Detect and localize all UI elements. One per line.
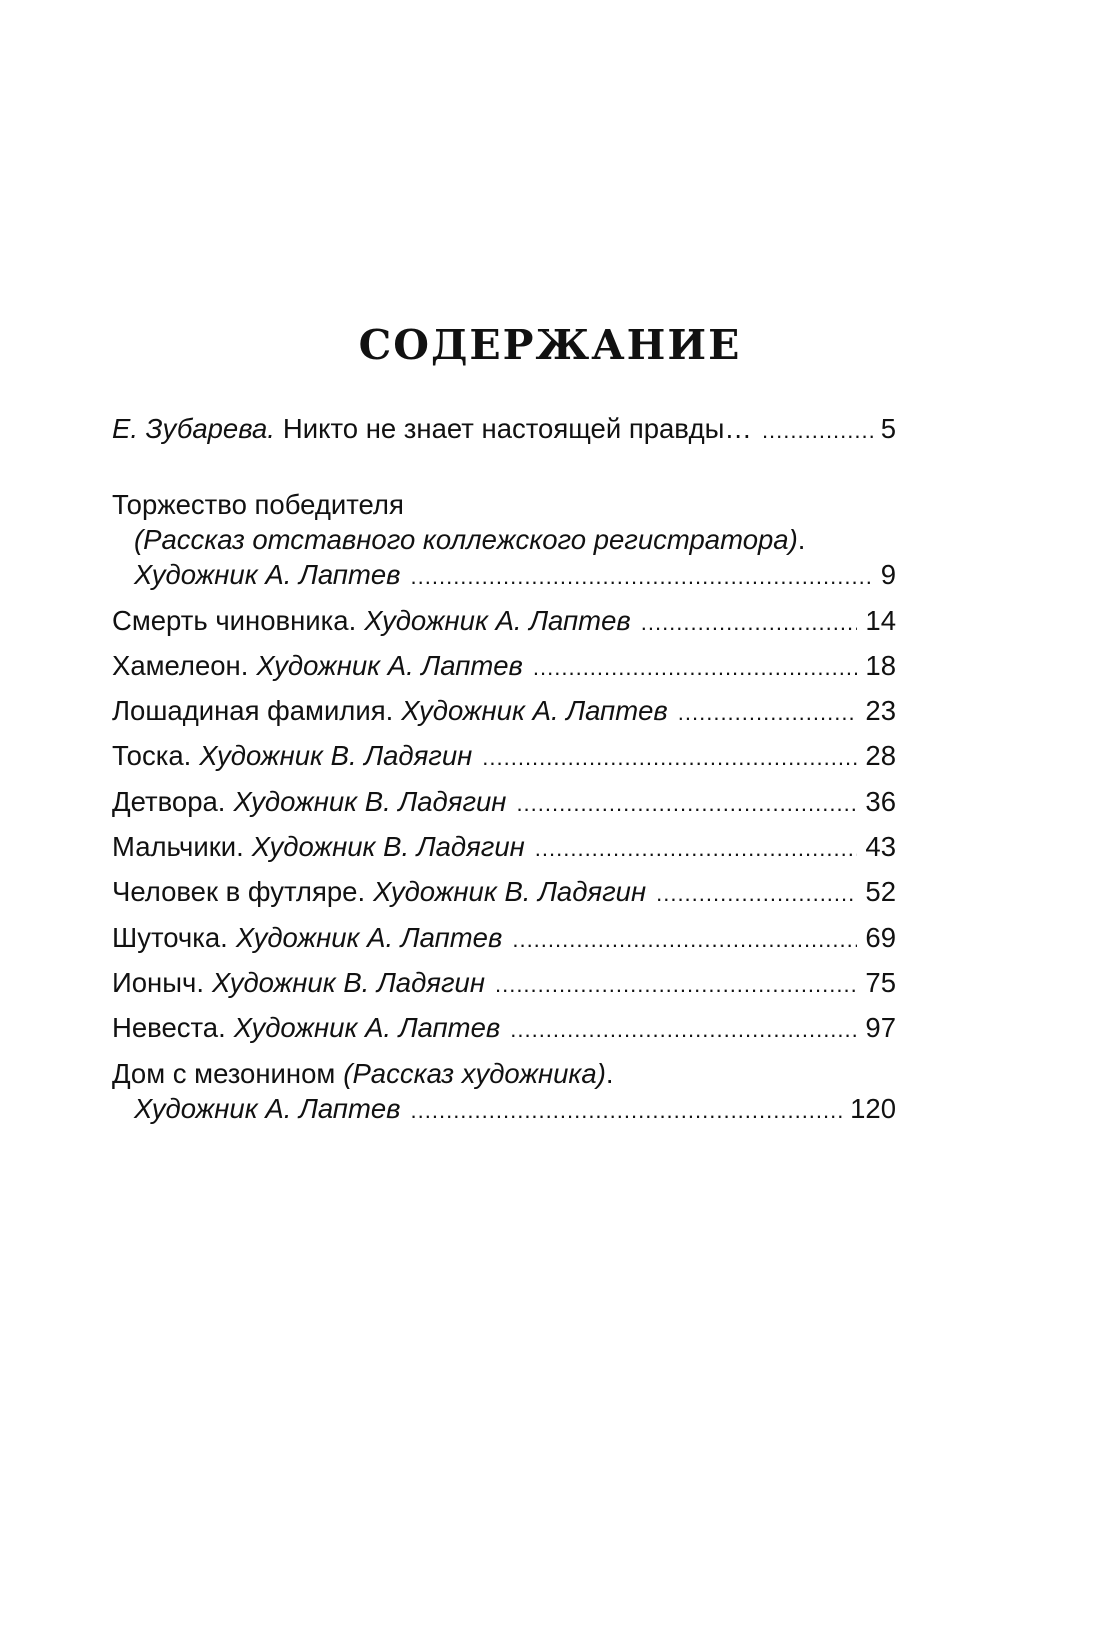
entry-title: Детвора. (112, 786, 226, 817)
entry-title: Смерть чиновника. (112, 605, 357, 636)
entry-author: Е. Зубарева. (112, 413, 275, 444)
toc-entry-title-line[interactable] (112, 1057, 896, 1091)
entry-subtitle-end: . (605, 1058, 614, 1089)
toc-entry[interactable] (112, 785, 896, 819)
entry-page-number: 75 (865, 967, 896, 998)
entry-artist: Художник А. Лаптев (134, 1093, 401, 1124)
toc-entry-preface[interactable] (112, 412, 896, 446)
entry-subtitle: (Рассказ художника) (343, 1058, 606, 1089)
dot-leader (512, 923, 857, 957)
entry-page-number: 23 (865, 695, 896, 726)
entry-artist: Художник В. Ладягин (199, 740, 473, 771)
entry-artist: Художник В. Ладягин (211, 967, 485, 998)
entry-title: Никто не знает настоящей правды… (282, 413, 752, 444)
entry-artist: Художник А. Лаптев (233, 1012, 501, 1043)
entry-artist: Художник А. Лаптев (256, 650, 523, 681)
entry-artist: Художник А. Лаптев (134, 559, 401, 590)
toc-entry[interactable] (112, 1011, 896, 1045)
entry-page-number: 43 (865, 831, 896, 862)
dot-leader (656, 877, 857, 911)
dot-leader (482, 741, 857, 775)
toc-entry[interactable] (112, 875, 896, 909)
toc-entry[interactable] (112, 694, 896, 728)
entry-title: Невеста. (112, 1012, 226, 1043)
entry-title: Ионыч. (112, 967, 204, 998)
entry-artist: Художник А. Лаптев (364, 605, 631, 636)
dot-leader (535, 832, 858, 866)
entry-page-number: 9 (880, 559, 896, 590)
entry-artist: Художник В. Ладягин (251, 831, 525, 862)
toc-entry[interactable] (112, 921, 896, 955)
entry-page-number: 36 (865, 786, 896, 817)
entry-title: Шуточка. (112, 922, 228, 953)
entry-subtitle: (Рассказ отставного коллежского регистратора) (134, 524, 798, 555)
toc-entry-artist-line[interactable] (134, 1092, 896, 1126)
entry-page-number: 5 (880, 413, 896, 444)
entry-title: Хамелеон. (112, 650, 249, 681)
entry-artist: Художник А. Лаптев (401, 695, 668, 726)
entry-page-number: 97 (865, 1012, 896, 1043)
dot-leader (411, 560, 873, 594)
dot-leader (495, 968, 857, 1002)
toc-entry-artist-line[interactable] (134, 558, 896, 592)
entry-title: Дом с мезонином (112, 1058, 336, 1089)
toc-entry[interactable] (112, 649, 896, 683)
toc-entry-subtitle-line (134, 523, 896, 557)
entry-title: Человек в футляре. (112, 876, 366, 907)
toc-entry[interactable] (112, 739, 896, 773)
entry-page-number: 52 (865, 876, 896, 907)
entry-title: Мальчики. (112, 831, 244, 862)
entry-artist: Художник А. Лаптев (235, 922, 503, 953)
toc-entry-title-line[interactable] (112, 488, 896, 522)
dot-leader (678, 696, 858, 730)
dot-leader (641, 606, 858, 640)
dot-leader (516, 787, 857, 821)
dot-leader (411, 1094, 843, 1128)
entry-page-number: 120 (850, 1093, 896, 1124)
page-title: СОДЕРЖАНИЕ (358, 321, 742, 369)
entry-page-number: 18 (865, 650, 896, 681)
toc-entry[interactable] (112, 604, 896, 638)
dot-leader (510, 1013, 857, 1047)
entry-title: Торжество победителя (112, 489, 404, 520)
dot-leader (762, 414, 873, 448)
entry-artist: Художник В. Ладягин (373, 876, 647, 907)
entry-artist: Художник В. Ладягин (233, 786, 507, 817)
toc-entry[interactable] (112, 966, 896, 1000)
entry-subtitle-end: . (797, 524, 806, 555)
entry-page-number: 28 (865, 740, 896, 771)
toc-entry[interactable] (112, 830, 896, 864)
dot-leader (533, 651, 858, 685)
entry-page-number: 14 (865, 605, 896, 636)
entry-title: Тоска. (112, 740, 192, 771)
entry-page-number: 69 (865, 922, 896, 953)
entry-title: Лошадиная фамилия. (112, 695, 394, 726)
